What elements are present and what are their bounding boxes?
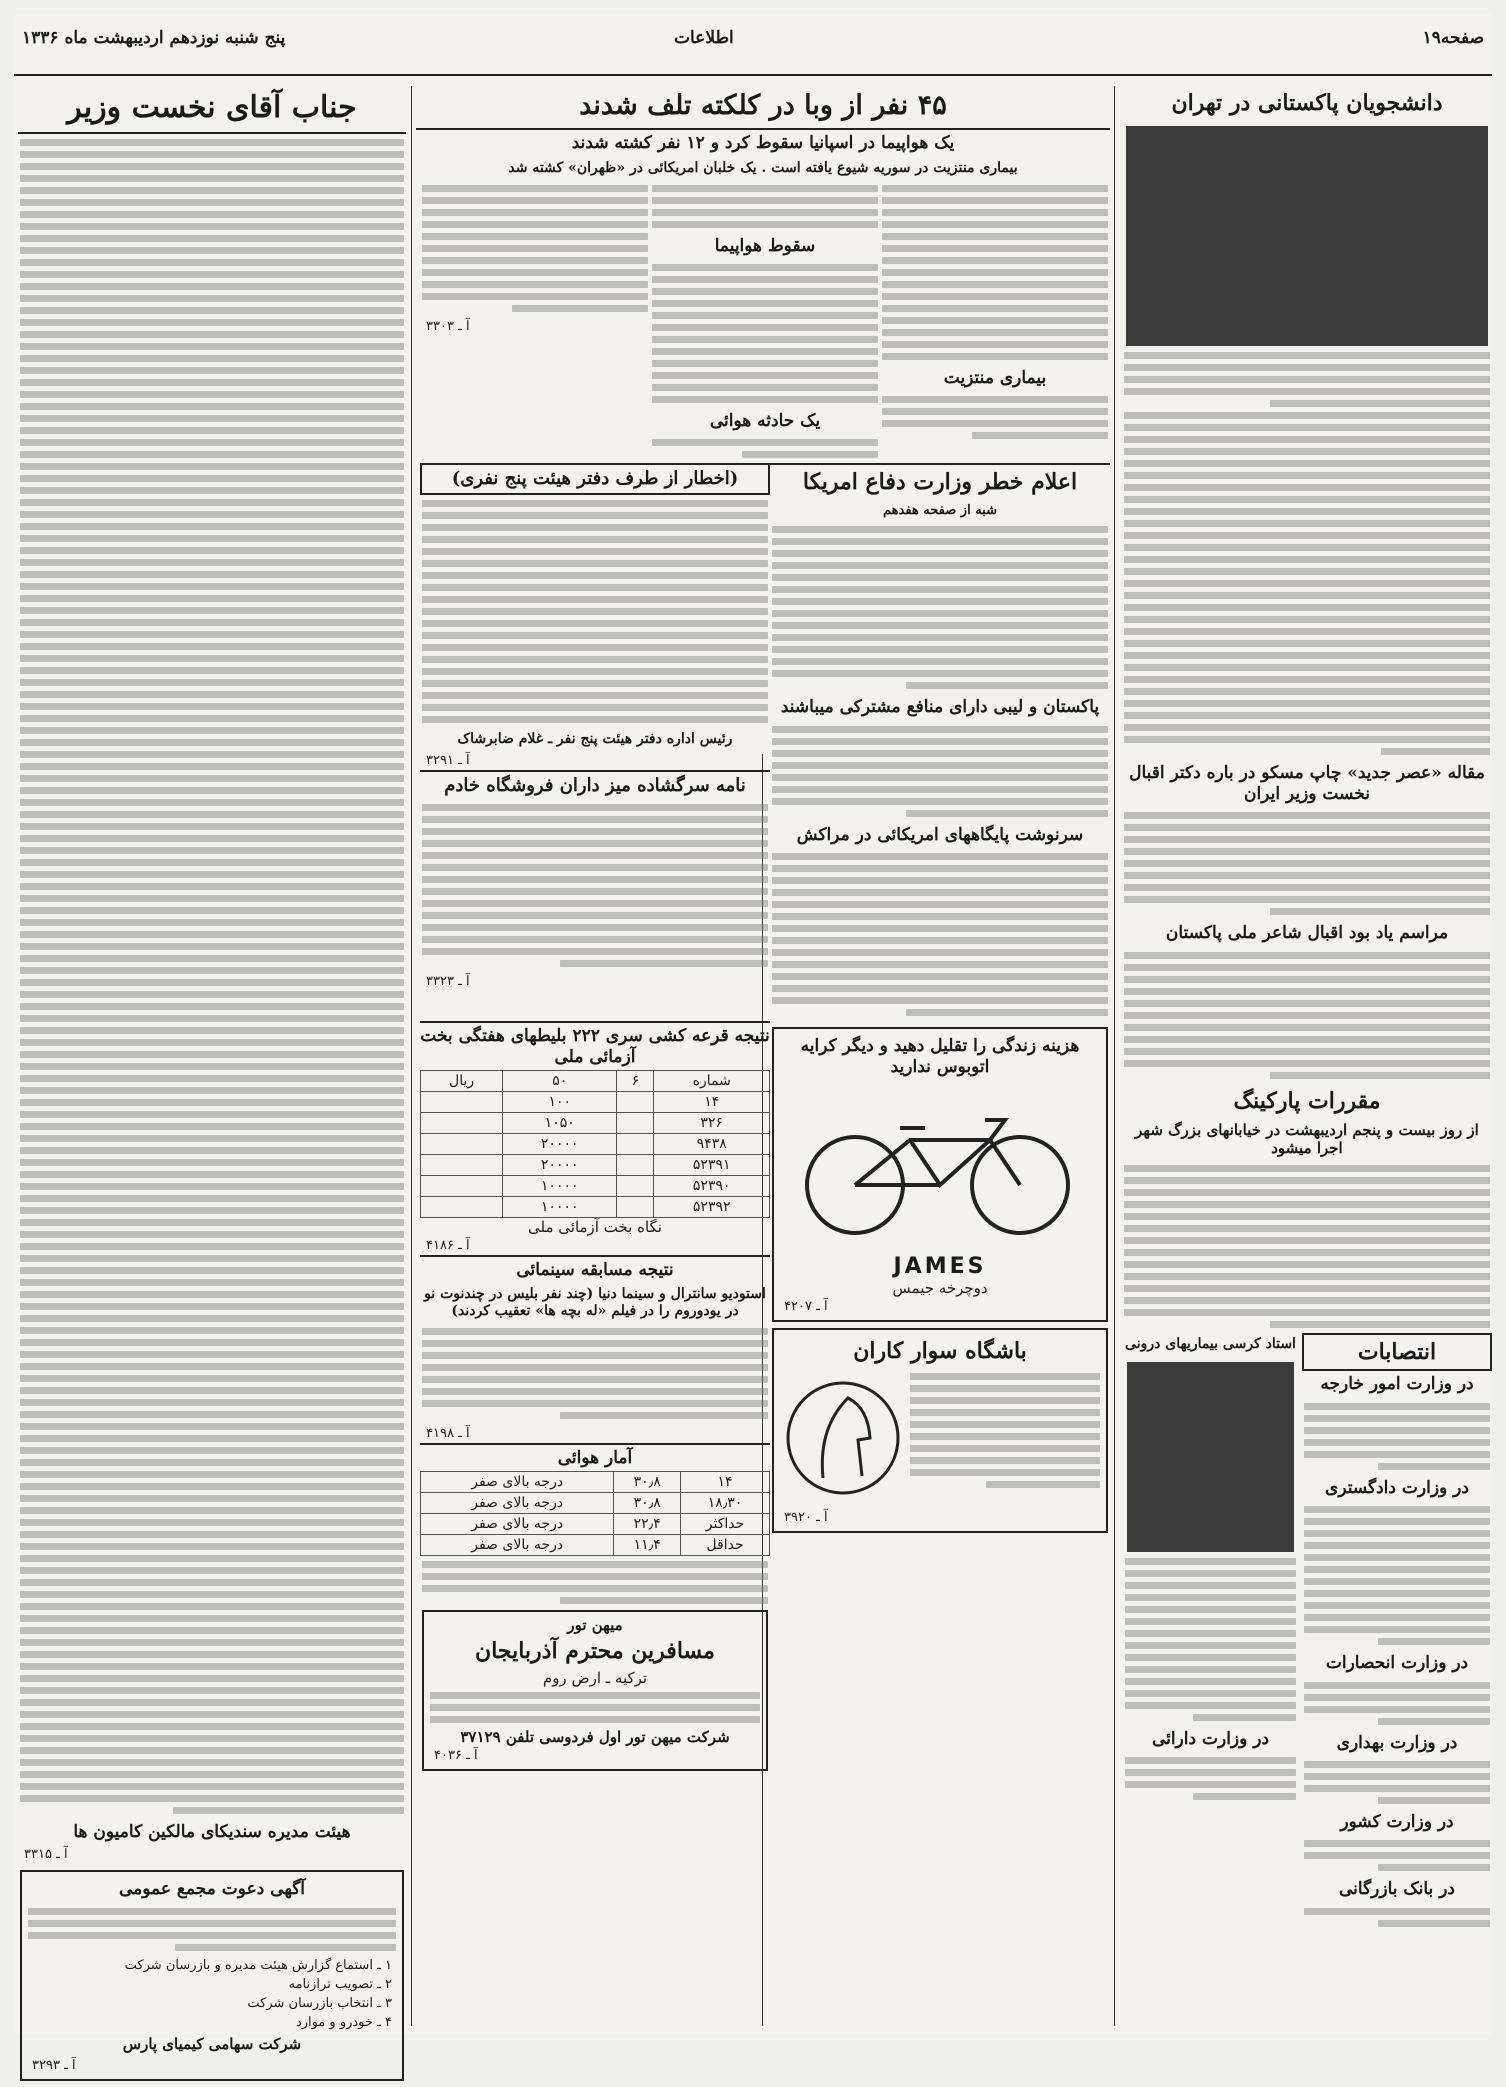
doctor-section xyxy=(1123,1333,1298,1932)
ad-code: آ ـ ۳۲۹۳ xyxy=(32,2057,76,2073)
weather-table xyxy=(420,1471,770,1556)
ad-code: آ ـ ۴۱۸۶ xyxy=(426,1237,470,1253)
table-row: حداقل ۱۱٫۴ درجه بالای صفر xyxy=(421,1535,770,1556)
ad-code: آ ـ ۴۲۰۷ xyxy=(784,1298,828,1314)
page-number: صفحه۱۹ xyxy=(1422,28,1484,48)
table-row: ۱۴ ۳۰٫۸ درجه بالای صفر xyxy=(421,1472,770,1493)
headline-weather: آمار هوائی xyxy=(420,1443,770,1471)
headline-spain-crash: یک هواپیما در اسپانیا سقوط کرد و ۱۲ نفر کشته شدند xyxy=(571,133,955,154)
appt-finance: در وزارت دارائی xyxy=(1151,1728,1270,1749)
headline-meningitis: بیماری منتزیت در سوریه شیوع یافته است . یک خلبان امریکائی در «ظهران» کشته شد xyxy=(508,159,1018,176)
headline-iqbal-memorial: مراسم یاد بود اقبال شاعر ملی پاکستان xyxy=(1165,923,1449,944)
lottery-signature: نگاه بخت آزمائی ملی xyxy=(528,1217,662,1236)
travel-ad xyxy=(422,1610,768,1770)
cholera-story xyxy=(880,180,1110,464)
riding-club-ad xyxy=(772,1328,1108,1533)
cost-of-living-ad xyxy=(772,1027,1108,1322)
bicycle-image xyxy=(778,1080,1102,1250)
middle-column xyxy=(416,86,1110,2026)
dhahran-story xyxy=(420,180,650,464)
bike-ad-title: هزینه زندگی را تقلیل دهید و دیگر کرایه اتوبوس ندارید xyxy=(800,1036,1080,1077)
defense-continued: شبه از صفحه هفدهم xyxy=(883,502,997,518)
defense-story xyxy=(770,463,1110,1021)
headline-prime-minister: جناب آقای نخست وزیر xyxy=(18,86,406,134)
lottery-header: شماره xyxy=(654,1070,770,1091)
notice-story xyxy=(420,463,770,1021)
headline-defense: اعلام خطر وزارت دفاع امریکا xyxy=(770,463,1110,499)
table-row: ۹۴۳۸ ۲۰۰۰۰ xyxy=(421,1133,770,1154)
headline-parking: مقررات پارکینگ xyxy=(1233,1087,1381,1114)
headline-pakistan-libya: پاکستان و لیبی دارای منافع مشترکی میباشند xyxy=(780,697,1100,718)
agenda-item: ۳ ـ انتخاب بازرسان شرکت xyxy=(247,1995,392,2011)
notice-signature: رئیس اداره دفتر هیئت پنج نفر ـ غلام ضابرشاک xyxy=(457,730,733,747)
lower-mid-left xyxy=(420,1021,770,1777)
agenda-item: ۴ ـ خودرو و موارد xyxy=(295,2014,392,2030)
table-row: ۱۸٫۳۰ ۳۰٫۸ درجه بالای صفر xyxy=(421,1493,770,1514)
general-assembly-ad xyxy=(20,1870,404,2080)
cinema-subtitle: استودیو سانترال و سینما دنیا (چند نفر بلیس در چندنوت نو در یودوروم را در فیلم «له بچه ها» تعقیب کردند) xyxy=(424,1286,766,1320)
ad-code: آ ـ ۳۳۲۳ xyxy=(426,974,470,990)
left-column xyxy=(18,86,406,2073)
appt-monopoly: در وزارت انحصارات xyxy=(1325,1653,1469,1674)
newspaper-page xyxy=(14,14,1492,2073)
travel-brand: میهن تور xyxy=(567,1616,623,1635)
masthead xyxy=(14,14,1492,76)
appt-interior: در وزارت کشور xyxy=(1340,1811,1454,1832)
headline-students: دانشجویان پاکستانی در تهران xyxy=(1171,90,1443,116)
ad-code: آ ـ ۳۳۱۵ xyxy=(24,1847,68,1863)
headline-morocco-bases: سرنوشت پایگاههای امریکائی در مراکش xyxy=(796,824,1084,845)
agenda-item: ۱ ـ استماع گزارش هیئت مدیره و بازرسان شرکت xyxy=(124,1957,392,1973)
appointments-title: انتصابات xyxy=(1302,1333,1492,1371)
assembly-ad-title: آگهی دعوت مجمع عمومی xyxy=(118,1879,306,1900)
table-row: ۳۲۶ ۱۰۵۰ xyxy=(421,1112,770,1133)
headline-asr-jadid: مقاله «عصر جدید» چاپ مسکو در باره دکتر اقبال نخست وزیر ایران xyxy=(1129,763,1485,804)
meningitis-subhead: بیماری منتزیت xyxy=(943,367,1047,388)
letter-body xyxy=(18,134,406,2087)
appt-health: در وزارت بهداری xyxy=(1336,1732,1458,1753)
doctor-photo xyxy=(1127,1362,1294,1552)
lottery-header: ۵۰ xyxy=(503,1070,617,1091)
table-row: ۵۲۳۹۲ ۱۰۰۰۰ xyxy=(421,1196,770,1217)
ad-code: آ ـ ۳۲۹۱ xyxy=(426,752,470,768)
table-row: ۵۲۳۹۱ ۲۰۰۰۰ xyxy=(421,1154,770,1175)
parking-subtitle: از روز بیست و پنجم اردیبهشت در خیابانهای بزرگ شهر اجرا میشود xyxy=(1135,1120,1479,1157)
doctor-caption: استاد کرسی بیماریهای درونی xyxy=(1125,1335,1296,1352)
headline-cinema: نتیجه مسابقه سینمائی xyxy=(420,1255,770,1283)
headline-cholera: ۴۵ نفر از وبا در کلکته تلف شدند xyxy=(416,86,1110,130)
bike-shop: دوچرخه جیمس xyxy=(892,1278,988,1297)
table-row: ۵۲۳۹۰ ۱۰۰۰۰ xyxy=(421,1175,770,1196)
appt-foreign: در وزارت امور خارجه xyxy=(1320,1374,1474,1395)
horse-logo xyxy=(778,1368,908,1508)
paper-name: اطلاعات xyxy=(674,28,734,48)
ad-code: آ ـ ۴۰۳۶ xyxy=(434,1747,478,1763)
travel-route: ترکیه ـ ارض روم xyxy=(542,1668,648,1687)
ad-code: آ ـ ۳۹۲۰ xyxy=(784,1510,828,1526)
appt-justice: در وزارت دادگستری xyxy=(1325,1477,1469,1498)
right-column xyxy=(1122,86,1492,2026)
table-row: حداکثر ۲۲٫۴ درجه بالای صفر xyxy=(421,1514,770,1535)
travel-phone: شرکت میهن تور اول فردوسی تلفن ۳۷۱۲۹ xyxy=(460,1727,730,1746)
headline-lottery: نتیجه قرعه کشی سری ۲۲۲ بلیطهای هفتگی بخت آزمائی ملی xyxy=(420,1021,770,1070)
headline-open-letter: نامه سرگشاده میز داران فروشگاه خادم xyxy=(420,770,770,800)
appointments-section xyxy=(1302,1333,1492,1932)
students-photo xyxy=(1126,126,1488,346)
letter-signature: هیئت مدیره سندیکای مالکین کامیون ها xyxy=(73,1822,351,1842)
riding-club-title: باشگاه سوار کاران xyxy=(853,1337,1027,1364)
travel-title: مسافرین محترم آذربایجان xyxy=(475,1638,715,1665)
lower-mid-right xyxy=(770,1021,1110,1777)
appt-commerce: در بانک بازرگانی xyxy=(1339,1879,1455,1900)
ad-code: آ ـ ۴۱۹۸ xyxy=(426,1425,470,1441)
table-row: ۱۴ ۱۰۰ xyxy=(421,1091,770,1112)
lottery-table xyxy=(420,1070,770,1218)
lottery-header: ریال xyxy=(421,1070,503,1091)
agenda-item: ۲ ـ تصویب ترازنامه xyxy=(288,1976,392,1992)
crash-subhead: سقوط هواپیما xyxy=(714,235,816,256)
headline-five-member-notice: (اخطار از طرف دفتر هیئت پنج نفری) xyxy=(420,463,770,495)
lottery-header: ۶ xyxy=(617,1070,654,1091)
column-rule xyxy=(1114,86,1115,2026)
air-accident-subhead: یک حادثه هوائی xyxy=(709,410,821,431)
bike-brand: JAMES xyxy=(893,1253,987,1279)
issue-date: پنج شنبه نوزدهم اردیبهشت ماه ۱۳۳۶ xyxy=(22,28,286,48)
column-rule xyxy=(411,86,412,2026)
ad-code: آ ـ ۳۳۰۳ xyxy=(426,318,470,334)
crash-story xyxy=(650,180,880,464)
assembly-ad-signature: شرکت سهامی کیمیای پارس xyxy=(122,2034,302,2053)
